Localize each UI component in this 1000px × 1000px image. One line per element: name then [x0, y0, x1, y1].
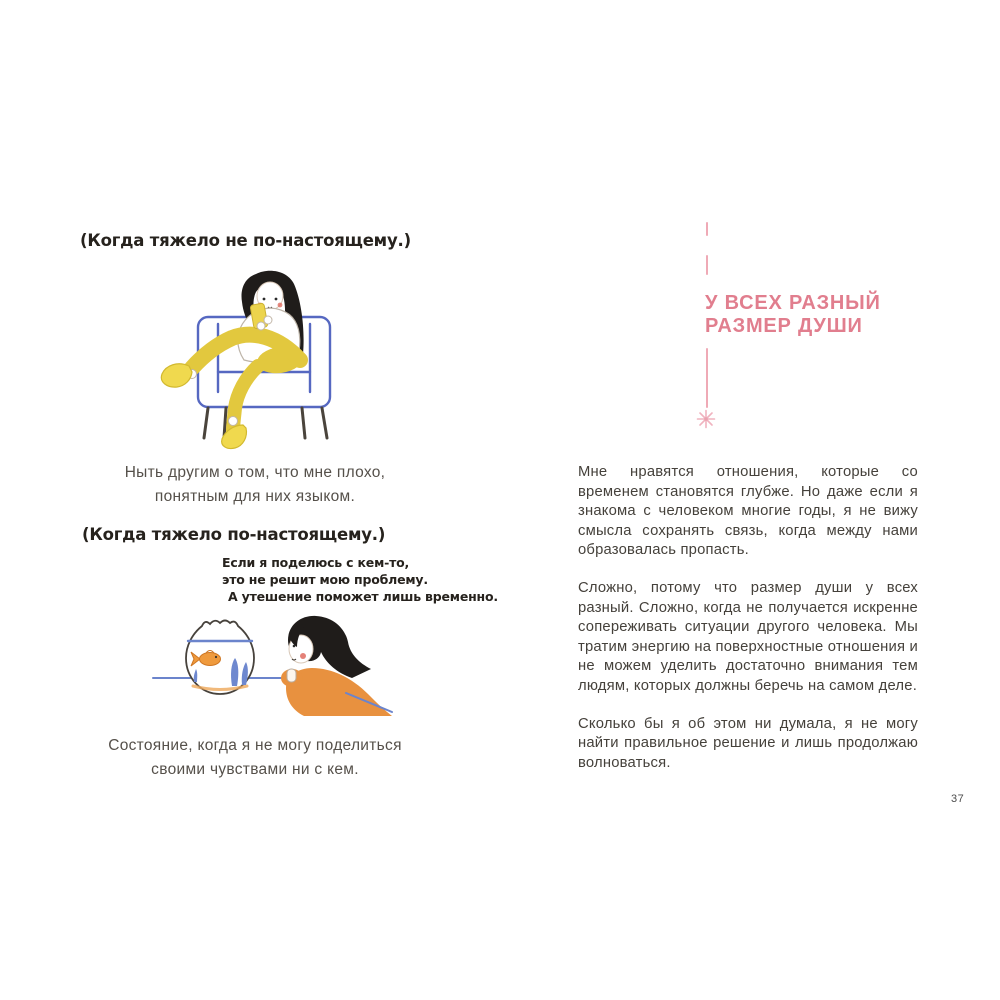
girl-hand — [287, 669, 296, 682]
chapter-title-line1: У ВСЕХ РАЗНЫЙ — [705, 292, 881, 314]
fishbowl-illustration — [140, 598, 460, 723]
chapter-title-line2: РАЗМЕР ДУШИ — [705, 314, 863, 337]
state-caption — [85, 734, 425, 781]
yellow-sock — [161, 364, 192, 387]
girl-cheek — [300, 653, 306, 659]
ankle-right — [229, 417, 238, 426]
state-caption-line1: Состояние, когда я не могу поделиться — [108, 737, 402, 754]
handwritten-caption-really: (Когда тяжело по-настоящему.) — [82, 525, 386, 544]
sofa-illustration — [140, 256, 400, 454]
girl-and-goldfish-drawing — [140, 598, 460, 723]
state-caption-line2: своими чувствами ни с кем. — [151, 760, 359, 778]
woman-on-sofa-drawing — [140, 256, 400, 454]
chapter-title — [705, 292, 881, 337]
note-line3: А утешение поможет лишь временно. — [228, 589, 498, 604]
note-line1: Если я поделюсь с кем-то, — [222, 555, 410, 570]
sofa-caption-line2: понятным для них языком. — [154, 487, 356, 505]
paragraph-3: Сколько бы я об этом ни думала, я не могу найти правильное решение и лишь продолжаю волноваться. — [578, 715, 918, 771]
divider-line-bottom — [706, 348, 708, 408]
page-number: 37 — [951, 793, 965, 805]
eye-left — [263, 298, 266, 301]
hand-left — [257, 322, 265, 330]
body-text-column — [578, 463, 918, 791]
paragraph-1: Мне нравятся отношения, которые со временем становятся глубже. Но даже если я знакома с человеком многие годы, я не вижу смысла сохранять связь, когда между нами образовалась пропасть. — [578, 464, 918, 559]
sofa-caption — [85, 461, 425, 508]
sparkle-icon — [695, 408, 717, 430]
hand-right — [264, 316, 272, 324]
divider-dash-mid — [706, 255, 708, 275]
cheek-right — [278, 303, 283, 308]
sofa-caption-line1: Ныть другим о том, что мне плохо, — [124, 464, 386, 481]
paragraph-2: Сложно, потому что размер души у всех разный. Сложно, когда не получается искренне сопереживать ситуации другого человека. Мы тратим энергию на поверхностные отношения и не можем уделить достаточно внимания тем людям, которых должны беречь на самом деле. — [578, 579, 918, 694]
divider-dash-top — [706, 222, 708, 236]
handwritten-caption-not-really: (Когда тяжело не по-настоящему.) — [80, 231, 411, 250]
girl-eye — [293, 645, 296, 648]
sofa-legs — [204, 408, 327, 438]
note-line2: это не решит мою проблему. — [222, 572, 428, 587]
eye-right — [275, 298, 278, 301]
